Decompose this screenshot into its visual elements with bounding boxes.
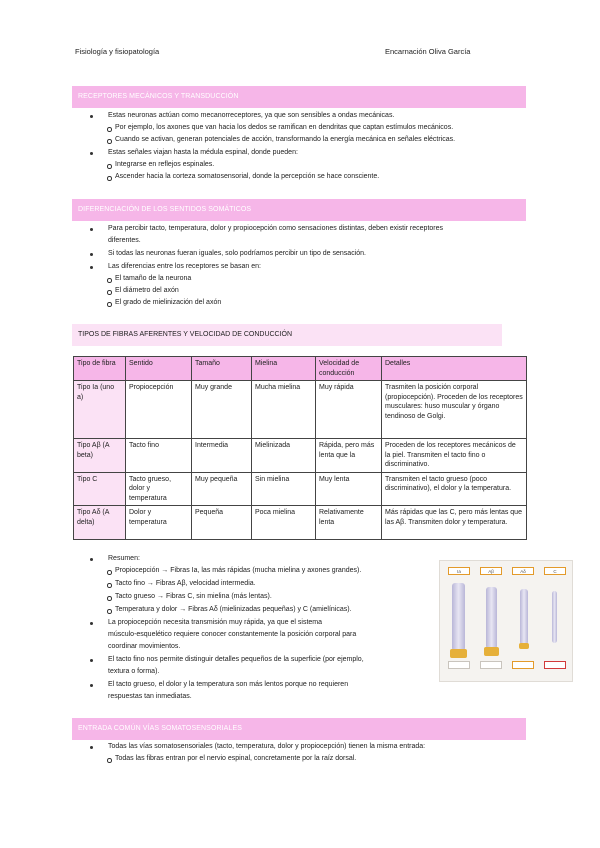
bullet-icon: [90, 228, 93, 231]
s2-sub-2: El diámetro del axón: [115, 287, 179, 294]
table-header: Tamaño: [192, 357, 252, 381]
sub-bullet-icon: [107, 176, 112, 181]
resumen-label: Resumen:: [108, 555, 140, 562]
table-header: Sentido: [126, 357, 192, 381]
fiber-ia-axon: [452, 583, 465, 651]
table-row: [74, 439, 527, 473]
table-cell: Muy pequeña: [192, 472, 252, 506]
table-row: [74, 506, 527, 540]
resumen-item-4: Temperatura y dolor → Fibras Aδ (mielinizadas pequeñas) y C (amielínicas).: [115, 606, 352, 613]
table-cell: Muy grande: [192, 381, 252, 439]
table-cell: Más rápidas que las C, pero más lentas que las Aβ. Transmiten dolor y temperatura.: [382, 506, 527, 540]
table-cell: Muy lenta: [316, 472, 382, 506]
fiber-diagram-image: [439, 560, 573, 682]
fiber-caption: [480, 661, 502, 669]
s4-sub-1: Todas las fibras entran por el nervio espinal, concretamente por la raíz dorsal.: [115, 755, 357, 762]
table-cell: Tipo Ia (uno a): [74, 381, 126, 439]
fiber-ia-myelin: [450, 649, 467, 658]
bullet-icon: [90, 558, 93, 561]
table-cell: Pequeña: [192, 506, 252, 540]
s2-bullet-1-line-1: Para percibir tacto, temperatura, dolor y propiocepción como sensaciones distintas, deben existir receptores: [108, 225, 444, 232]
header-course: Fisiología y fisiopatología: [75, 47, 160, 56]
sub-bullet-icon: [107, 302, 112, 307]
propiocepcion-line-3: coordinar movimientos.: [108, 643, 181, 650]
table-header: Velocidad de conducción: [316, 357, 382, 381]
resumen-item-2: Tacto fino → Fibras Aβ, velocidad intermedia.: [115, 580, 256, 587]
table-cell: Propiocepción: [126, 381, 192, 439]
s2-bullet-1-line-2: diferentes.: [108, 237, 141, 244]
fiber-types-table: [73, 356, 527, 540]
fiber-adelta-myelin: [519, 643, 529, 649]
page-header: [75, 47, 525, 61]
table-header: Tipo de fibra: [74, 357, 126, 381]
section-title-tipos-fibras: TIPOS DE FIBRAS AFERENTES Y VELOCIDAD DE CONDUCCIÓN: [72, 324, 502, 346]
tacto-grueso-line-2: respuestas tan inmediatas.: [108, 693, 192, 700]
tacto-grueso-line-1: El tacto grueso, el dolor y la temperatura son más lentos porque no requieren: [108, 681, 349, 688]
fiber-caption: [544, 661, 566, 669]
tacto-fino-line-1: El tacto fino nos permite distinguir detalles pequeños de la superficie (por ejemplo,: [108, 656, 364, 663]
table-cell: Tacto grueso, dolor y temperatura: [126, 472, 192, 506]
fiber-caption: [512, 661, 534, 669]
table-cell: Tipo C: [74, 472, 126, 506]
table-cell: Mielinizada: [252, 439, 316, 473]
fiber-label: C: [544, 567, 566, 575]
table-header: Mielina: [252, 357, 316, 381]
table-row: [74, 381, 527, 439]
fiber-label: Ia: [448, 567, 470, 575]
section-title-diferenciacion: DIFERENCIACIÓN DE LOS SENTIDOS SOMÁTICOS: [72, 199, 526, 221]
s1-sub-1: Por ejemplo, los axones que van hacia los dedos se ramifican en dendritas que captan estímulos mecánicos.: [115, 124, 454, 131]
bullet-icon: [90, 266, 93, 269]
sub-bullet-icon: [107, 609, 112, 614]
header-author: Encarnación Oliva García: [385, 47, 471, 56]
section-title-entrada-comun: ENTRADA COMÚN VÍAS SOMATOSENSORIALES: [72, 718, 526, 740]
fiber-caption: [448, 661, 470, 669]
table-header: Detalles: [382, 357, 527, 381]
table-cell: Rápida, pero más lenta que la: [316, 439, 382, 473]
fiber-abeta-axon: [486, 587, 497, 649]
sub-bullet-icon: [107, 127, 112, 132]
sub-bullet-icon: [107, 278, 112, 283]
s2-sub-3: El grado de mielinización del axón: [115, 299, 222, 306]
s1-sub-2: Cuando se activan, generan potenciales de acción, transformando la energía mecánica en señales eléctricas.: [115, 136, 456, 143]
table-cell: Tipo Aβ (A beta): [74, 439, 126, 473]
table-cell: Tacto fino: [126, 439, 192, 473]
table-cell: Tipo Aδ (A delta): [74, 506, 126, 540]
s4-bullet-1: Todas las vías somatosensoriales (tacto, temperatura, dolor y propiocepción) tienen la misma entrada:: [108, 743, 426, 750]
table-row: [74, 472, 527, 506]
s1-sub-3: Integrarse en reflejos espinales.: [115, 161, 215, 168]
bullet-icon: [90, 684, 93, 687]
fiber-abeta-myelin: [484, 647, 499, 656]
sub-bullet-icon: [107, 758, 112, 763]
bullet-icon: [90, 115, 93, 118]
bullet-icon: [90, 659, 93, 662]
sub-bullet-icon: [107, 570, 112, 575]
s2-bullet-3: Las diferencias entre los receptores se basan en:: [108, 263, 261, 270]
table-cell: Transmiten el tacto grueso (poco discriminativo), el dolor y la temperatura.: [382, 472, 527, 506]
table-cell: Dolor y temperatura: [126, 506, 192, 540]
table-cell: Sin mielina: [252, 472, 316, 506]
bullet-icon: [90, 746, 93, 749]
s1-bullet-1: Estas neuronas actúan como mecanorreceptores, ya que son sensibles a ondas mecánicas.: [108, 112, 395, 119]
resumen-item-1: Propiocepción → Fibras Ia, las más rápidas (mucha mielina y axones grandes).: [115, 567, 362, 574]
fiber-label: Aβ: [480, 567, 502, 575]
tacto-fino-line-2: textura o forma).: [108, 668, 160, 675]
table-cell: Muy rápida: [316, 381, 382, 439]
bullet-icon: [90, 253, 93, 256]
table-cell: Proceden de los receptores mecánicos de la piel. Transmiten el tacto fino o discriminativo.: [382, 439, 527, 473]
s1-bullet-2: Estas señales viajan hasta la médula espinal, donde pueden:: [108, 149, 298, 156]
fiber-c-axon: [552, 591, 557, 643]
table-cell: Trasmiten la posición corporal (propiocepción). Proceden de los receptores musculares: huso muscular y órgano tendinoso de Golgi.: [382, 381, 527, 439]
bullet-icon: [90, 622, 93, 625]
sub-bullet-icon: [107, 164, 112, 169]
sub-bullet-icon: [107, 596, 112, 601]
resumen-item-3: Tacto grueso → Fibras C, sin mielina (más lentas).: [115, 593, 272, 600]
propiocepcion-line-2: músculo-esquelético requiere conocer constantemente la posición corporal para: [108, 631, 357, 638]
table-cell: Relativamente lenta: [316, 506, 382, 540]
table-cell: Intermedia: [192, 439, 252, 473]
s1-sub-4: Ascender hacia la corteza somatosensorial, donde la percepción se hace consciente.: [115, 173, 380, 180]
table-header-row: [74, 357, 527, 381]
fiber-label: Aδ: [512, 567, 534, 575]
sub-bullet-icon: [107, 583, 112, 588]
sub-bullet-icon: [107, 290, 112, 295]
propiocepcion-line-1: La propiocepción necesita transmisión muy rápida, ya que el sistema: [108, 619, 323, 626]
bullet-icon: [90, 152, 93, 155]
section-title-receptores: RECEPTORES MECÁNICOS Y TRANSDUCCIÓN: [72, 86, 526, 108]
sub-bullet-icon: [107, 139, 112, 144]
s2-sub-1: El tamaño de la neurona: [115, 275, 192, 282]
table-cell: Poca mielina: [252, 506, 316, 540]
table-cell: Mucha mielina: [252, 381, 316, 439]
s2-bullet-2: Si todas las neuronas fueran iguales, solo podríamos percibir un tipo de sensación.: [108, 250, 366, 257]
fiber-adelta-axon: [520, 589, 528, 645]
